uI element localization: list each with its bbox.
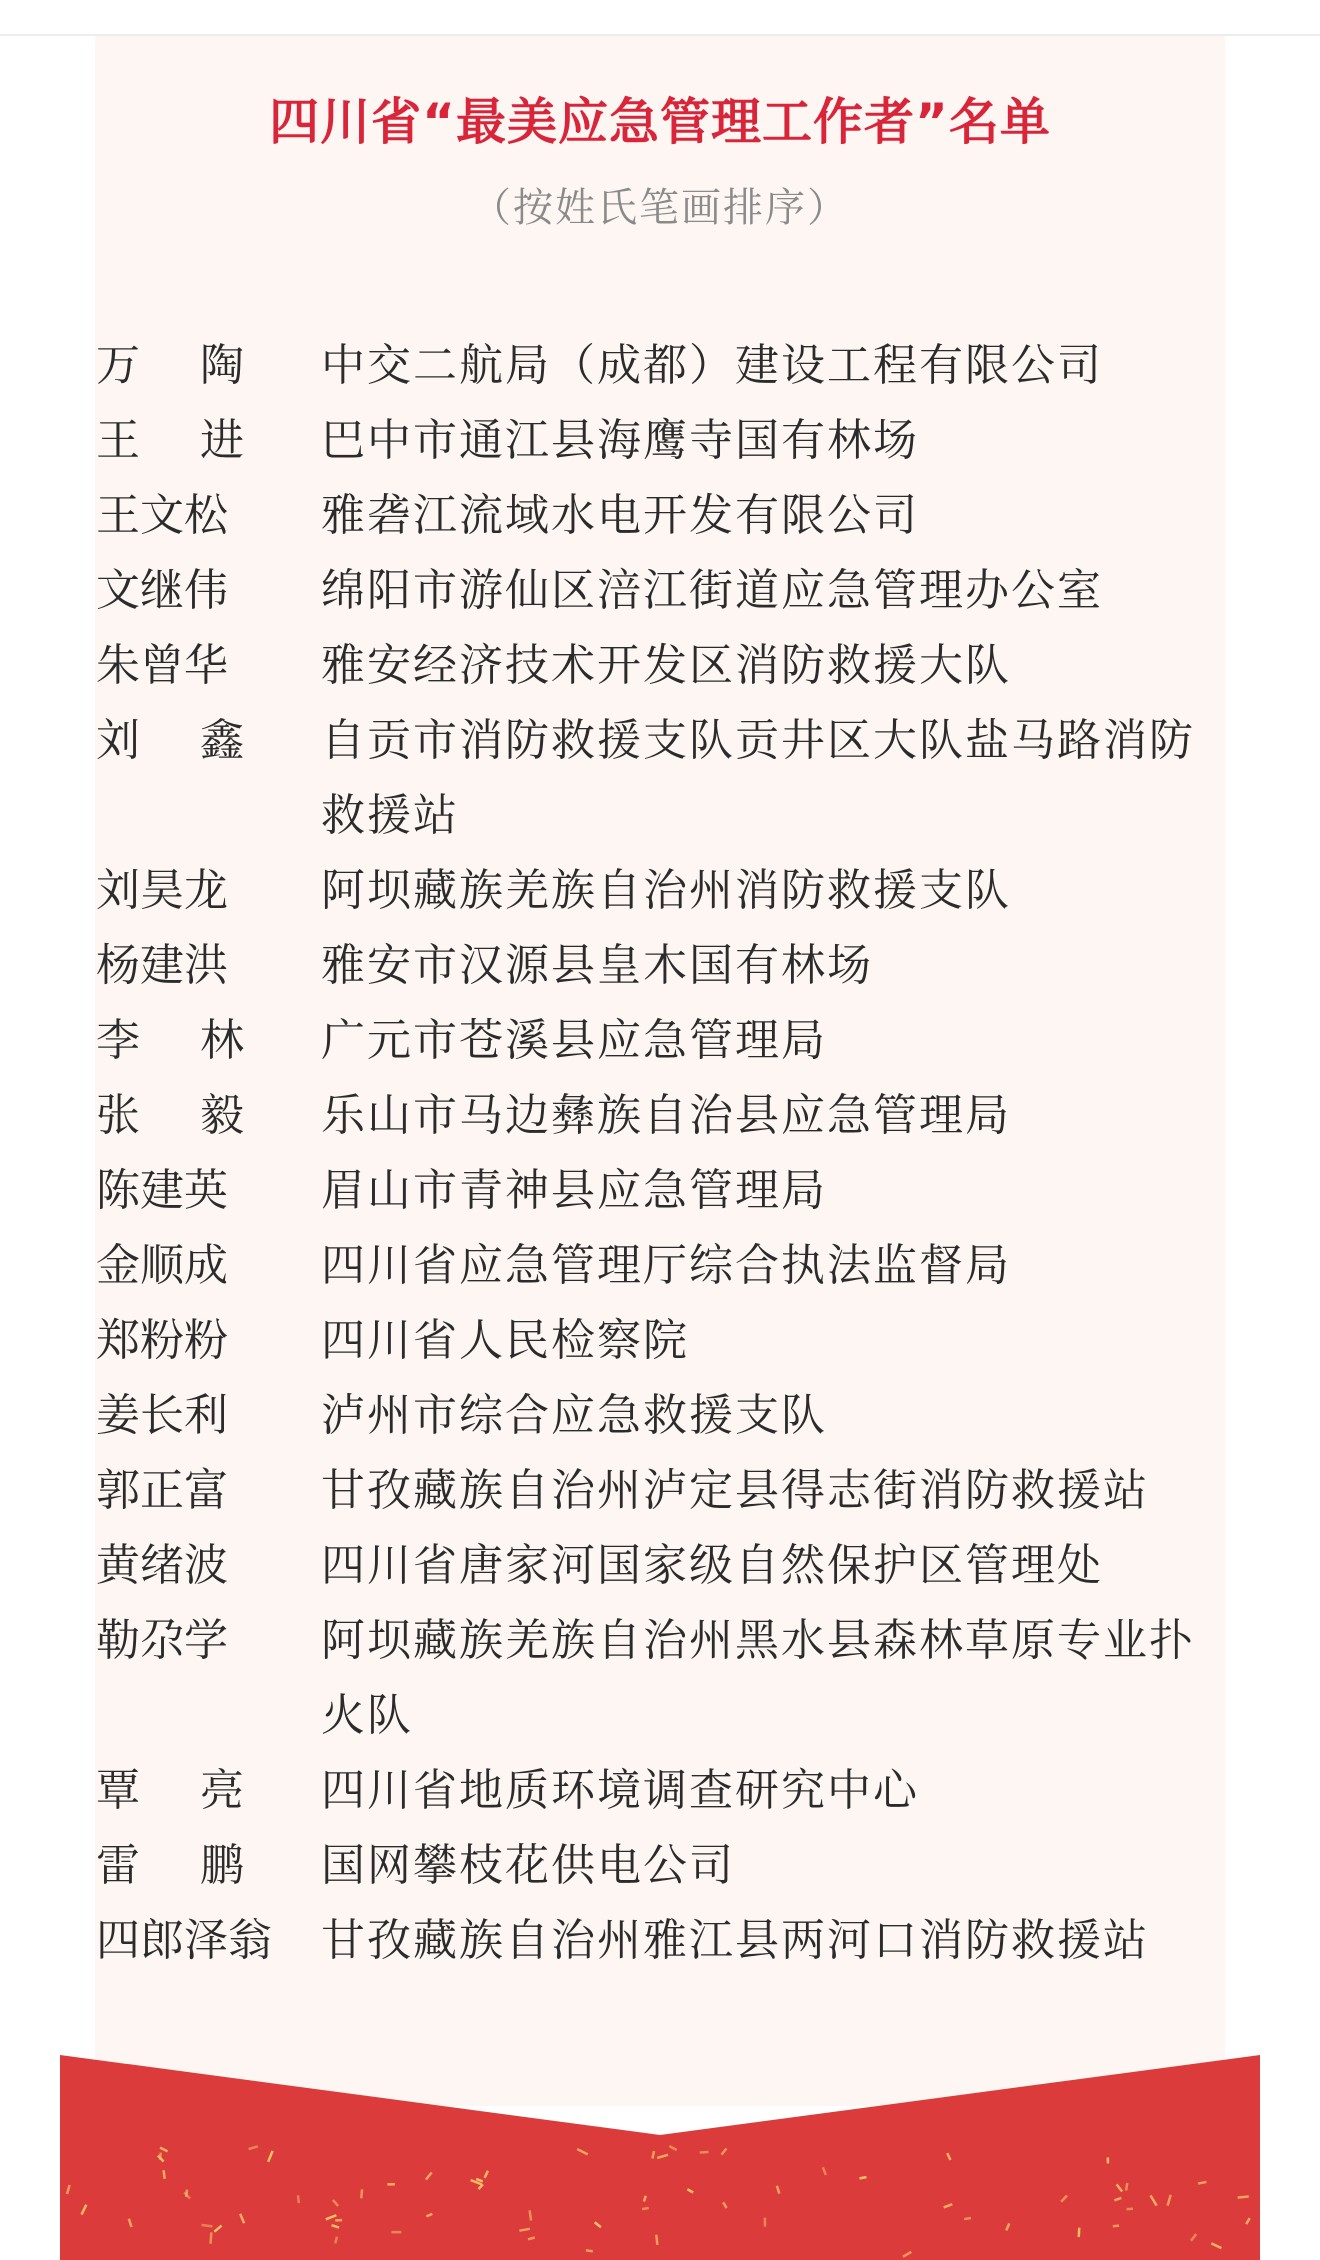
list-item	[96, 853, 1226, 928]
honoree-organization: 中交二航局（成都）建设工程有限公司	[321, 340, 1103, 391]
honoree-name: 金顺成	[96, 1240, 228, 1291]
name-char: 亮	[200, 1765, 244, 1816]
honoree-organization: 绵阳市游仙区涪江街道应急管理办公室	[321, 565, 1103, 616]
honoree-name	[96, 1003, 321, 1078]
name-char: 进	[200, 415, 244, 466]
sparkle-mark	[1127, 2208, 1134, 2211]
list-item	[96, 1228, 1226, 1303]
honoree-organization: 四川省人民检察院	[321, 1315, 689, 1366]
honoree-organization: 雅安市汉源县皇木国有林场	[321, 940, 873, 991]
honoree-name: 勒尕学	[96, 1615, 228, 1666]
name-char: 覃	[96, 1765, 140, 1816]
name-char: 鑫	[200, 715, 244, 766]
honoree-name: 郭正富	[96, 1465, 228, 1516]
sparkle-mark	[391, 2231, 401, 2234]
sparkle-mark	[387, 2183, 394, 2186]
honoree-organization: 阿坝藏族羌族自治州黑水县森林草原专业扑火队	[321, 1615, 1195, 1741]
honoree-organization: 巴中市通江县海鹰寺国有林场	[321, 415, 919, 466]
honoree-name: 文继伟	[96, 565, 228, 616]
honoree-name	[96, 1078, 321, 1153]
list-item	[96, 1528, 1226, 1603]
name-char: 雷	[96, 1840, 140, 1891]
honoree-name: 黄绪波	[96, 1540, 228, 1591]
red-ribbon-decoration	[60, 2055, 1260, 2260]
honoree-organization: 四川省应急管理厅综合执法监督局	[321, 1240, 1011, 1291]
list-item	[96, 1603, 1226, 1753]
honoree-organization: 乐山市马边彝族自治县应急管理局	[321, 1090, 1011, 1141]
list-item	[96, 1828, 1226, 1903]
honoree-name: 王文松	[96, 490, 228, 541]
page-title: 四川省“最美应急管理工作者”名单	[269, 93, 1051, 151]
honoree-organization: 泸州市综合应急救援支队	[321, 1390, 827, 1441]
honoree-list	[96, 328, 1226, 1978]
honoree-organization: 四川省唐家河国家级自然保护区管理处	[321, 1540, 1103, 1591]
list-item	[96, 478, 1226, 553]
honoree-organization: 自贡市消防救援支队贡井区大队盐马路消防救援站	[321, 715, 1195, 841]
name-char: 陶	[200, 340, 244, 391]
list-item	[96, 1153, 1226, 1228]
name-char: 毅	[200, 1090, 244, 1141]
list-item	[96, 403, 1226, 478]
honoree-organization: 甘孜藏族自治州雅江县两河口消防救援站	[321, 1915, 1149, 1966]
honoree-organization: 国网攀枝花供电公司	[321, 1840, 735, 1891]
honoree-name-chars	[96, 1753, 244, 1828]
honoree-name-chars	[96, 703, 244, 778]
honoree-organization: 四川省地质环境调查研究中心	[321, 1765, 919, 1816]
name-char: 张	[96, 1090, 140, 1141]
honoree-name-chars	[96, 1003, 244, 1078]
honoree-organization: 眉山市青神县应急管理局	[321, 1165, 827, 1216]
list-item	[96, 1903, 1226, 1978]
list-item	[96, 553, 1226, 628]
honoree-name-chars	[96, 403, 244, 478]
sparkle-mark	[764, 2218, 767, 2227]
honoree-organization: 雅砻江流域水电开发有限公司	[321, 490, 919, 541]
honoree-organization: 雅安经济技术开发区消防救援大队	[321, 640, 1011, 691]
list-item	[96, 928, 1226, 1003]
list-item	[96, 1378, 1226, 1453]
sparkle-mark	[1078, 2228, 1081, 2238]
name-char: 鹏	[200, 1840, 244, 1891]
name-char: 李	[96, 1015, 140, 1066]
list-item	[96, 1003, 1226, 1078]
honoree-name	[96, 328, 321, 403]
honoree-name: 朱曾华	[96, 640, 228, 691]
honoree-name-chars	[96, 1828, 244, 1903]
name-char: 刘	[96, 715, 140, 766]
honoree-name	[96, 1828, 321, 1903]
honoree-name: 刘昊龙	[96, 865, 228, 916]
honoree-name	[96, 403, 321, 478]
honoree-name: 郑粉粉	[96, 1315, 228, 1366]
honoree-name: 陈建英	[96, 1165, 228, 1216]
list-item	[96, 1753, 1226, 1828]
honoree-name	[96, 703, 321, 778]
honoree-name: 杨建洪	[96, 940, 228, 991]
list-item	[96, 1078, 1226, 1153]
honoree-organization: 广元市苍溪县应急管理局	[321, 1015, 827, 1066]
list-item	[96, 628, 1226, 703]
list-item	[96, 703, 1226, 853]
honoree-name-chars	[96, 1078, 244, 1153]
list-item	[96, 328, 1226, 403]
honoree-organization: 阿坝藏族羌族自治州消防救援支队	[321, 865, 1011, 916]
name-char: 王	[96, 415, 140, 466]
name-char: 万	[96, 340, 140, 391]
list-item	[96, 1453, 1226, 1528]
list-item	[96, 1303, 1226, 1378]
honoree-organization: 甘孜藏族自治州泸定县得志街消防救援站	[321, 1465, 1149, 1516]
honoree-name	[96, 1753, 321, 1828]
sparkle-mark	[1107, 2157, 1110, 2163]
honoree-name: 姜长利	[96, 1390, 228, 1441]
sparkle-mark	[700, 2151, 709, 2154]
honoree-name: 四郎泽翁	[96, 1915, 272, 1966]
page-subtitle: （按姓氏笔画排序）	[471, 185, 849, 231]
sparkle-mark	[335, 2219, 342, 2222]
honoree-name-chars	[96, 328, 244, 403]
name-char: 林	[200, 1015, 244, 1066]
